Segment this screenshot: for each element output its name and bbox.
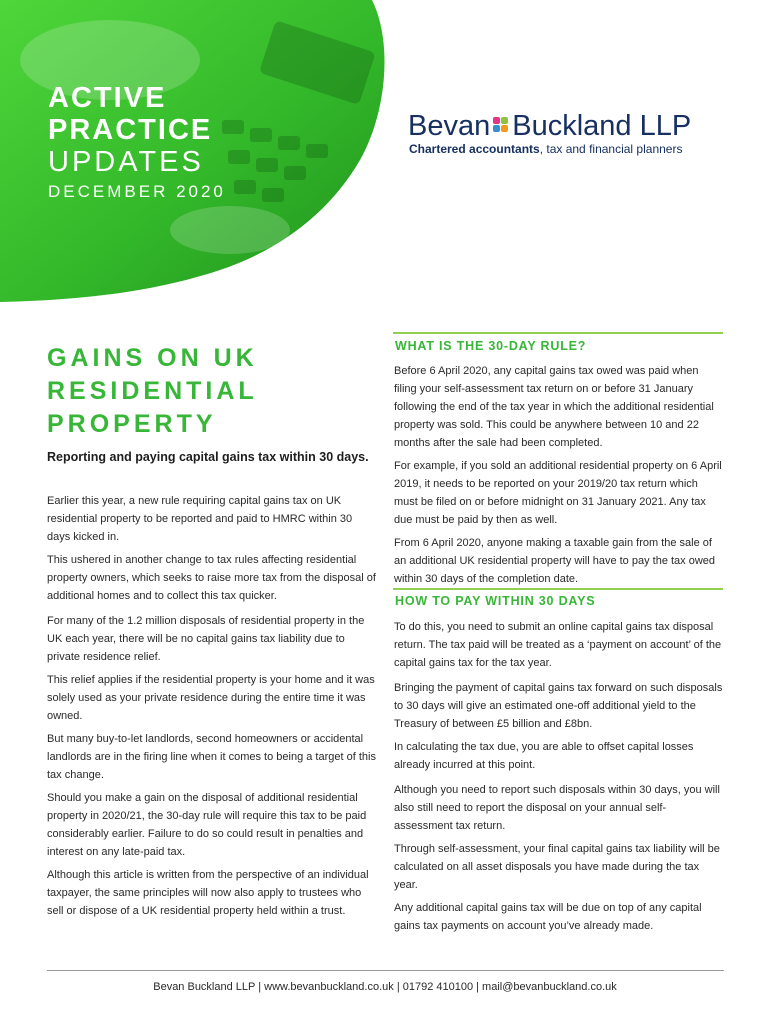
article-title-line: PROPERTY bbox=[47, 410, 217, 438]
logo-tagline bbox=[409, 142, 682, 156]
logo-tagline-bold: Chartered accountants bbox=[409, 142, 540, 156]
right-paragraph-9: Any additional capital gains tax will be due on top of any capital gains tax payments on account you’ve already made. bbox=[394, 902, 702, 932]
section-heading-how-to-pay: HOW TO PAY WITHIN 30 DAYS bbox=[395, 594, 596, 608]
logo-name-part-1: Bevan bbox=[408, 110, 491, 142]
article-title-line: RESIDENTIAL bbox=[47, 377, 258, 405]
footer-contact: Bevan Buckland LLP | www.bevanbuckland.co.uk | 01792 410100 | mail@bevanbuckland.co.uk bbox=[153, 981, 617, 993]
article-subtitle: Reporting and paying capital gains tax within 30 days. bbox=[47, 450, 369, 464]
right-paragraph-8: Through self-assessment, your final capital gains tax liability will be calculated on all asset disposals you have made during the tax year. bbox=[394, 843, 720, 891]
left-paragraph-2: This ushered in another change to tax rules affecting residential property owners, which seeks to raise more tax from the disposal of additional homes and to collect this tax quicker. bbox=[47, 554, 376, 602]
right-paragraph-6: In calculating the tax due, you are able to offset capital losses already incurred at this point. bbox=[394, 741, 694, 771]
company-logo bbox=[408, 112, 708, 160]
article-title-line: GAINS ON UK bbox=[47, 344, 258, 372]
article-title bbox=[47, 342, 347, 441]
logo-wordmark bbox=[408, 112, 691, 141]
right-paragraph-5: Bringing the payment of capital gains tax forward on such disposals to 30 days will give an estimated one-off additional yield to the Treasury of between £5 billion and £8bn. bbox=[394, 682, 723, 730]
footer-divider bbox=[47, 970, 724, 971]
section-heading-30-day-rule: WHAT IS THE 30-DAY RULE? bbox=[395, 339, 587, 353]
right-paragraph-7: Although you need to report such disposals within 30 days, you will also still need to report the disposal on your annual self-assessment tax return. bbox=[394, 784, 720, 832]
right-paragraph-2: For example, if you sold an additional residential property on 6 April 2019, it needs to be reported on your 2019/20 tax return which must be filed on or before midnight on 31 January 2021. Any tax due must be paid by then as well. bbox=[394, 460, 722, 526]
right-paragraph-1: Before 6 April 2020, any capital gains tax owed was paid when filing your self-assessment tax return on or before 31 January following the end of the tax year in which the additional residential property was sold. This could be anywhere between 10 and 22 months after the sale had been completed. bbox=[394, 365, 714, 449]
logo-tagline-rest: , tax and financial planners bbox=[539, 142, 683, 156]
left-paragraph-3: For many of the 1.2 million disposals of residential property in the UK each year, there will be no capital gains tax liability due to private residence relief. bbox=[47, 615, 365, 663]
section-divider bbox=[393, 332, 723, 334]
header-date: DECEMBER 2020 bbox=[48, 182, 226, 201]
header-title-line-1: ACTIVE bbox=[48, 82, 167, 114]
right-paragraph-4: To do this, you need to submit an online capital gains tax disposal return. The tax paid will be treated as a ‘payment on account’ of the capital gains tax for the tax year. bbox=[394, 621, 722, 669]
logo-dots-icon bbox=[493, 117, 509, 139]
right-paragraph-3: From 6 April 2020, anyone making a taxable gain from the sale of an additional UK residential property will have to pay the tax owed within 30 days of the completion date. bbox=[394, 537, 716, 585]
logo-name-part-2: Buckland LLP bbox=[512, 110, 692, 142]
left-paragraph-6: Should you make a gain on the disposal of additional residential property in 2020/21, the 30-day rule will require this tax to be paid considerably earlier. Failure to do so could result in penalties and interest on any late-paid tax. bbox=[47, 792, 367, 858]
left-paragraph-7: Although this article is written from the perspective of an individual taxpayer, the same principles will now also apply to trustees who sell or dispose of a UK residential property held within a trust. bbox=[47, 869, 369, 917]
header-title-line-2: PRACTICE bbox=[48, 114, 213, 146]
left-paragraph-4: This relief applies if the residential property is your home and it was solely used as your private residence during the entire time it was owned. bbox=[47, 674, 375, 722]
header-title-line-3: UPDATES bbox=[48, 146, 204, 178]
left-paragraph-1: Earlier this year, a new rule requiring capital gains tax on UK residential property to be reported and paid to HMRC within 30 days kicked in. bbox=[47, 495, 353, 543]
left-paragraph-5: But many buy-to-let landlords, second homeowners or accidental landlords are in the firing line when it comes to being a target of this tax change. bbox=[47, 733, 376, 781]
section-divider bbox=[393, 588, 723, 590]
